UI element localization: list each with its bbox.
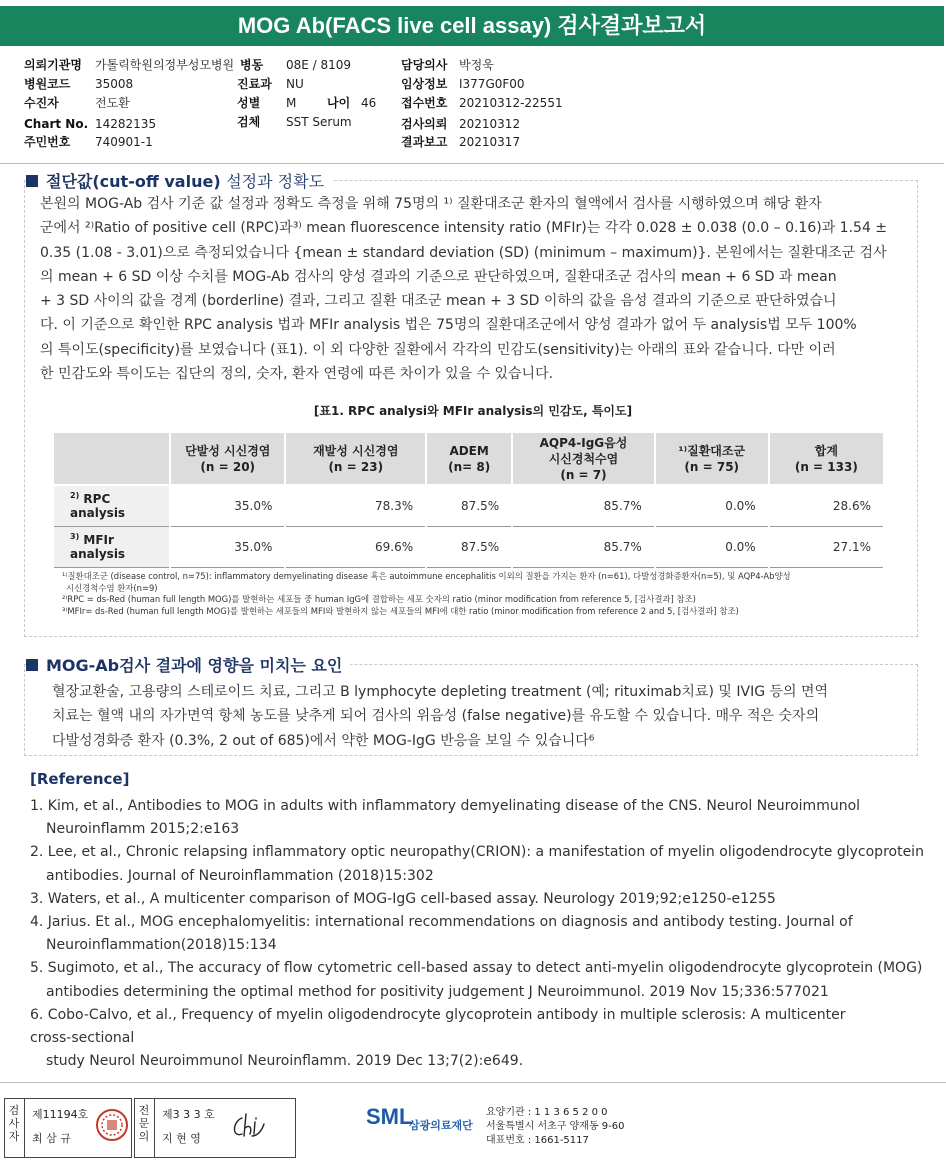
chart-value: 14282135 [95,117,157,131]
col-header: ¹⁾질환대조군 (n = 75) [655,433,769,485]
reference-item: 4. Jarius. Et al., MOG encephalomyelitis: international recommendations on diagnosis and antibody testing. Journal of [30,914,853,931]
signature-icon [228,1110,268,1144]
rrn-label: 주민번호 [24,135,71,149]
rrn-value: 740901-1 [95,135,153,149]
row-label: $^{2)}$ RPC analysis [54,485,170,526]
doctor-label: 담당의사 [401,58,448,72]
factors-section-title: MOG-Ab검사 결과에 영향을 미치는 요인 [26,653,350,676]
reference-list: 1. Kim, et al., Antibodies to MOG in adults with inflammatory demyelinating disease of the CNS. Neurol Neuroimmunol Neuroinflamm 2015;2:e163 2. Lee, et al., Chronic relapsing inflammatory optic neuropathy(CRION): a manifestation of myelin oligodendrocyte glycoprotein antibodies. Journal of Neuroinflammation (2018)15:302 3. Waters, et al., A multicenter comparison of MOG-IgG cell-based assay. Neurology 2019;92;e1250-e1255 4. Jarius. Et al., MOG encephalomyelitis: international recommendations on diagnosis and antibody testing. Journal of Neuroinflammation(2018)15:134 5. Sugimoto, et al., The accuracy of flow cytometric cell-based assay to detect anti-myelin oligodendrocyte glycoprotein (MOG) antibodies determining the optimal method for positivity judgement J Neuroimmunol. 2019 Nov 15;336:577021 6. Cobo-Calvo, et al., Frequency of myelin oligodendrocyte glycoprotein antibody in multiple sclerosis: A multicenter cross-sectional study Neurol Neuroimmunol Neuroinflamm. 2019 Dec 13;7(2):e649. [30,795,924,1073]
patient-label: 수진자 [24,96,59,110]
table-cell: 35.0% [170,485,285,526]
table-cell: 85.7% [512,485,655,526]
reference-item: 2. Lee, et al., Chronic relapsing inflammatory optic neuropathy(CRION): a manifestation of myelin oligodendrocyte glycoprotein [30,844,924,861]
col-header: 재발성 시신경염 (n = 23) [285,433,426,485]
inspector-license: 제11194호 [32,1108,89,1121]
sex-value: M [286,96,297,110]
table-caption: [표1. RPC analysi와 MFIr analysis의 민감도, 특이도] [313,404,633,418]
table-cell: 35.0% [170,526,285,567]
table-cell: 87.5% [426,526,512,567]
report-value: 20210317 [459,135,521,149]
table-cell: 78.3% [285,485,426,526]
reference-heading: [Reference] [30,770,130,788]
sex-label: 성별 [237,96,261,110]
specimen-value: SST Serum [286,115,352,129]
bullet-square-icon [26,659,38,671]
reference-item: 6. Cobo-Calvo, et al., Frequency of myelin oligodendrocyte glycoprotein antibody in multiple sclerosis: A multicenter [30,1006,846,1023]
inspector-name: 최 삼 규 [32,1132,71,1145]
confirmer-label: 전 문 의 [138,1104,150,1143]
col-header: ADEM (n= 8) [426,433,512,485]
chart-label: Chart No. [24,117,89,131]
table-cell: 85.7% [512,526,655,567]
ward-value: 08E / 8109 [286,58,352,72]
confirmer-name: 지 현 영 [162,1132,201,1145]
request-value: 20210312 [459,117,521,131]
receipt-value: 20210312-22551 [459,96,563,110]
table-row [54,526,883,567]
confirmer-license: 제3 3 3 호 [162,1108,215,1121]
org-name: 삼광의료재단 [409,1119,473,1132]
table-cell: 69.6% [285,526,426,567]
hospital-code-value: 35008 [95,77,134,91]
row-label: $^{3)}$ MFIr analysis [54,526,170,567]
org-address: 요양기관 : 1 1 3 6 5 2 0 0 서울특별시 서초구 양재동 9-60 대표번호 : 1661-5117 [486,1107,625,1146]
patient-info [0,50,944,164]
col-header: 합계 (n = 133) [769,433,883,485]
hospital-code-label: 병원코드 [24,77,71,91]
col-header: AQP4-IgG음성 시신경척수염 (n = 7) [512,433,655,485]
reference-item: 1. Kim, et al., Antibodies to MOG in adults with inflammatory demyelinating disease of the CNS. Neurol Neuroimmunol [30,798,861,814]
table-footnotes: ¹⁾질환대조군 (disease control, n=75): inflammatory demyelinating disease 혹은 autoimmune encephalitis 이외의 질환을 가지는 환자 (n=61), 다발성경화증환자(n=5), 및 AQP4-Ab양성 시신경척수염 환자(n=9) ²⁾RPC = ds-Red (human full length MOG)를 발현하는 세포들 중 human IgG에 결합하는 세포 숫자의 ratio (minor modification from reference 5, [검사결과] 참조) ³⁾MFIr= ds-Red (human full length MOG)를 발현하는 세포들의 MFI와 발현하지 않는 세포들의 MFI에 대한 ratio (minor modification from reference 2 and 5, [검사결과] 참조) [62,571,791,617]
doctor-value: 박정욱 [459,58,494,72]
clinical-label: 임상정보 [401,77,448,91]
reference-item: 5. Sugimoto, et al., The accuracy of flow cytometric cell-based assay to detect anti-myelin oligodendrocyte glycoprotein (MOG) [30,960,923,977]
inspector-label: 검 사 자 [8,1104,20,1143]
ward-label: 병동 [240,58,264,72]
table-row [54,485,883,526]
table-cell: 28.6% [769,485,883,526]
specimen-label: 검체 [237,115,261,129]
request-label: 검사의뢰 [401,117,448,131]
institution-value: 가톨릭학원의정부성모병원 [95,58,235,72]
receipt-label: 접수번호 [401,96,448,110]
clinical-value: I377G0F00 [459,77,525,91]
dept-value: NU [286,77,304,91]
patient-value: 전도환 [95,96,130,110]
bullet-square-icon [26,175,38,187]
report-label: 결과보고 [401,135,448,149]
cutoff-section-title: 절단값(cut-off value) 설정과 정확도 [26,169,332,192]
reference-item: 3. Waters, et al., A multicenter comparison of MOG-IgG cell-based assay. Neurology 2019;92;e1250-e1255 [30,890,776,907]
report-title: MOG Ab(FACS live cell assay) 검사결과보고서 [0,6,944,46]
sensitivity-table [54,433,883,568]
table-cell: 27.1% [769,526,883,567]
sml-logo: SML [366,1104,413,1129]
cutoff-paragraph: 본원의 MOG-Ab 검사 기준 값 설정과 정확도 측정을 위해 75명의 ¹⁾ 질환대조군 환자의 혈액에서 검사를 시행하였으며 해당 환자 군에서 ²⁾Ratio of positive cell (RPC)과³⁾ mean fluorescence intensity ratio (MFIr)는 각각 0.028 ± 0.038 (0.0 – 0.16)과 1.54 ± 0.35 (1.08 - 3.01)으로 측정되었습니다 {mean ± standard deviation (SD) (minimum – maximum)}. 본원에서는 질환대조군 검사 의 mean + 6 SD 이상 수치를 MOG-Ab 검사의 양성 결과의 기준으로 판단하였으며, 질환대조군 검사의 mean + 6 SD 과 mean + 3 SD 사이의 값을 경계 (borderline) 결과, 그리고 질환 대조군 mean + 3 SD 이하의 값을 음성 결과의 기준으로 판단하였습니 다. 이 기준으로 확인한 RPC analysis 법과 MFIr analysis 법은 75명의 질환대조군에서 양성 결과가 없어 두 analysis법 모두 100% 의 특이도(specificity)를 보였습니다 (표1). 이 외 다양한 질환에서 각각의 민감도(sensitivity)는 아래의 표와 같습니다. 다만 이러 한 민감도와 특이도는 집단의 정의, 숫자, 환자 연령에 따른 차이가 있을 수 있습니다. [40,196,888,383]
table-cell: 0.0% [655,526,769,567]
table-cell: 87.5% [426,485,512,526]
factors-paragraph: 혈장교환술, 고용량의 스테로이드 치료, 그리고 B lymphocyte depleting treatment (예; rituximab치료) 및 IVIG 등의 면역 치료는 혈액 내의 자가면역 항체 농도를 낮추게 되어 검사의 위음성 (false negative)를 유도할 수 있습니다. 매우 적은 숫자의 다발성경화증 환자 (0.3%, 2 out of 685)에서 약한 MOG-IgG 반응을 보일 수 있습니다⁶ [52,684,829,749]
col-header: 단발성 시신경염 (n = 20) [170,433,285,485]
age-value: 46 [361,96,377,110]
dept-label: 진료과 [237,77,272,91]
seal-stamp-icon [95,1108,129,1142]
confirmer-box [134,1098,296,1158]
table-cell: 0.0% [655,485,769,526]
institution-label: 의뢰기관명 [24,58,82,72]
age-label: 나이 [327,96,351,110]
table-header-row [54,433,883,485]
